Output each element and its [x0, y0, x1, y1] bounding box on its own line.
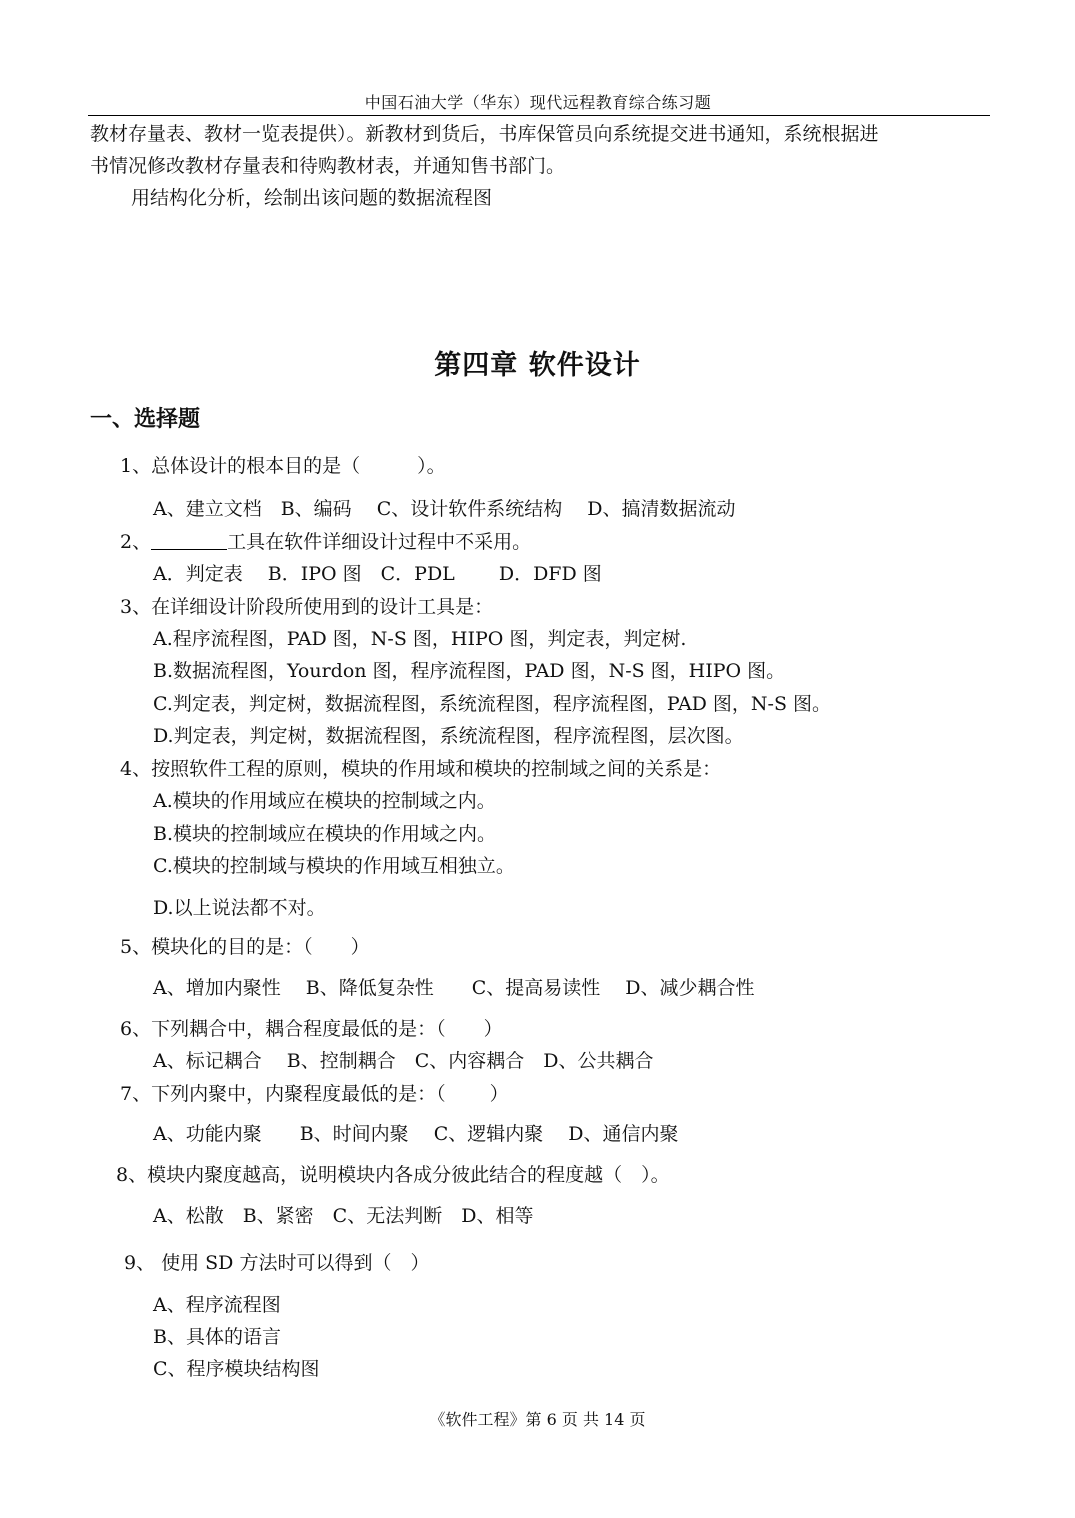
- section-title: 一、选择题: [90, 406, 201, 432]
- question-3-option-c: C.判定表，判定树，数据流程图，系统流程图，程序流程图，PAD 图，N-S 图。: [153, 693, 832, 715]
- question-9-option-b: B、具体的语言: [153, 1326, 281, 1348]
- question-5-stem: 5、模块化的目的是：（ ）: [120, 936, 370, 958]
- fill-in-blank: [151, 529, 227, 550]
- question-4-option-c: C.模块的控制域与模块的作用域互相独立。: [153, 855, 515, 877]
- intro-line-1: 教材存量表、教材一览表提供）。新教材到货后，书库保管员向系统提交进书通知，系统根据进: [90, 123, 879, 145]
- question-2-stem: [120, 529, 531, 555]
- page-header: 中国石油大学（华东）现代远程教育综合练习题: [364, 93, 712, 112]
- question-9-stem: 9、 使用 SD 方法时可以得到（ ）: [124, 1252, 430, 1274]
- question-2-number: 2、: [120, 531, 152, 553]
- question-4-stem: 4、按照软件工程的原则，模块的作用域和模块的控制域之间的关系是：: [120, 758, 722, 780]
- question-8-options: A、松散 B、紧密 C、无法判断 D、相等: [153, 1205, 534, 1227]
- question-3-option-a: A.程序流程图，PAD 图，N-S 图，HIPO 图，判定表，判定树.: [153, 628, 687, 650]
- question-1-options: A、建立文档 B、编码 C、设计软件系统结构 D、搞清数据流动: [153, 498, 736, 520]
- question-9-option-a: A、程序流程图: [153, 1294, 281, 1316]
- question-5-options: A、增加内聚性 B、降低复杂性 C、提高易读性 D、减少耦合性: [153, 977, 755, 999]
- question-6-options: A、标记耦合 B、控制耦合 C、内容耦合 D、公共耦合: [153, 1050, 654, 1072]
- intro-line-3: 用结构化分析，绘制出该问题的数据流程图: [131, 187, 493, 209]
- question-8-stem: 8、模块内聚度越高，说明模块内各成分彼此结合的程度越（ ）。: [116, 1164, 670, 1186]
- chapter-title: 第四章 软件设计: [434, 350, 641, 381]
- question-9-option-c: C、程序模块结构图: [153, 1358, 320, 1380]
- question-2-options: A．判定表 B．IPO 图 C．PDL D．DFD 图: [153, 563, 602, 585]
- question-7-stem: 7、下列内聚中，内聚程度最低的是：（ ）: [120, 1083, 509, 1105]
- question-3-option-d: D.判定表，判定树，数据流程图，系统流程图，程序流程图，层次图。: [153, 725, 744, 747]
- question-4-option-a: A.模块的作用域应在模块的控制域之内。: [153, 790, 496, 812]
- question-2-text: 工具在软件详细设计过程中不采用。: [227, 531, 532, 553]
- question-3-option-b: B.数据流程图，Yourdon 图，程序流程图，PAD 图，N-S 图，HIPO 图。: [153, 660, 786, 682]
- question-6-stem: 6、下列耦合中，耦合程度最低的是：（ ）: [120, 1018, 503, 1040]
- intro-line-2: 书情况修改教材存量表和待购教材表，并通知售书部门。: [90, 155, 566, 177]
- question-4-option-b: B.模块的控制域应在模块的作用域之内。: [153, 823, 497, 845]
- question-7-options: A、功能内聚 B、时间内聚 C、逻辑内聚 D、通信内聚: [153, 1123, 679, 1145]
- question-4-option-d: D.以上说法都不对。: [153, 897, 326, 919]
- page-footer: 《软件工程》第 6 页 共 14 页: [429, 1410, 646, 1429]
- header-rule: [88, 115, 990, 116]
- question-3-stem: 3、在详细设计阶段所使用到的设计工具是：: [120, 596, 494, 618]
- question-1-stem: 1、总体设计的根本目的是（ ）。: [120, 455, 446, 477]
